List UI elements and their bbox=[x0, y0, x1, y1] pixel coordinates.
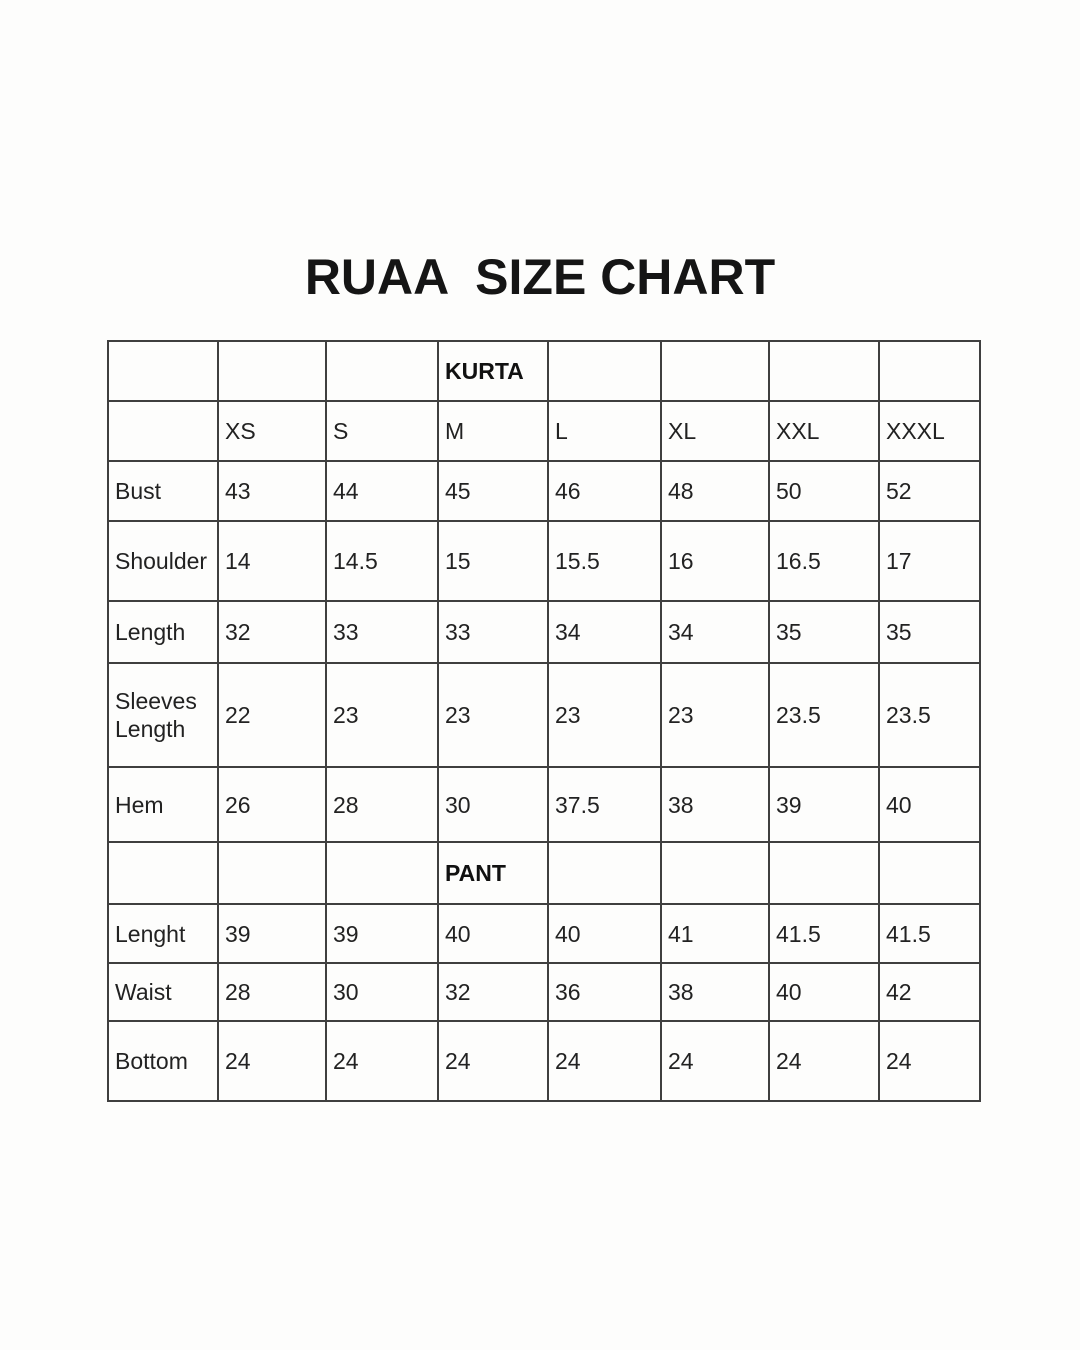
value-cell: 23 bbox=[326, 663, 438, 767]
empty-cell bbox=[769, 341, 879, 401]
empty-cell bbox=[661, 842, 769, 904]
value-cell: 38 bbox=[661, 767, 769, 842]
value-cell: 32 bbox=[438, 963, 548, 1021]
value-cell: 24 bbox=[326, 1021, 438, 1101]
empty-cell bbox=[548, 341, 661, 401]
value-cell: 43 bbox=[218, 461, 326, 521]
value-cell: 37.5 bbox=[548, 767, 661, 842]
row-label-cell: Waist bbox=[108, 963, 218, 1021]
value-cell: 16.5 bbox=[769, 521, 879, 601]
value-cell: 39 bbox=[218, 904, 326, 963]
value-cell: 30 bbox=[326, 963, 438, 1021]
value-cell: 42 bbox=[879, 963, 980, 1021]
value-cell: 34 bbox=[548, 601, 661, 663]
empty-cell bbox=[879, 842, 980, 904]
value-cell: 28 bbox=[218, 963, 326, 1021]
table-row bbox=[108, 904, 980, 963]
row-label-cell: Hem bbox=[108, 767, 218, 842]
value-cell: 39 bbox=[769, 767, 879, 842]
value-cell: 23 bbox=[661, 663, 769, 767]
page-title: RUAA SIZE CHART bbox=[304, 249, 776, 305]
value-cell: 41.5 bbox=[769, 904, 879, 963]
value-cell: 33 bbox=[326, 601, 438, 663]
table-row bbox=[108, 767, 980, 842]
value-cell: 40 bbox=[879, 767, 980, 842]
value-cell: 15 bbox=[438, 521, 548, 601]
value-cell: 24 bbox=[548, 1021, 661, 1101]
value-cell: 41 bbox=[661, 904, 769, 963]
value-cell: 26 bbox=[218, 767, 326, 842]
value-cell: 28 bbox=[326, 767, 438, 842]
value-cell: 40 bbox=[769, 963, 879, 1021]
value-cell: 52 bbox=[879, 461, 980, 521]
table-row bbox=[108, 461, 980, 521]
size-header-cell: L bbox=[548, 401, 661, 461]
value-cell: 40 bbox=[438, 904, 548, 963]
value-cell: 35 bbox=[769, 601, 879, 663]
table-row bbox=[108, 1021, 980, 1101]
value-cell: 22 bbox=[218, 663, 326, 767]
value-cell: 23 bbox=[438, 663, 548, 767]
value-cell: 41.5 bbox=[879, 904, 980, 963]
value-cell: 38 bbox=[661, 963, 769, 1021]
empty-cell bbox=[108, 401, 218, 461]
table-row bbox=[108, 521, 980, 601]
table-row bbox=[108, 842, 980, 904]
empty-cell bbox=[661, 341, 769, 401]
value-cell: 24 bbox=[438, 1021, 548, 1101]
value-cell: 33 bbox=[438, 601, 548, 663]
row-label-cell: Bottom bbox=[108, 1021, 218, 1101]
value-cell: 45 bbox=[438, 461, 548, 521]
value-cell: 32 bbox=[218, 601, 326, 663]
value-cell: 34 bbox=[661, 601, 769, 663]
table-row bbox=[108, 601, 980, 663]
value-cell: 17 bbox=[879, 521, 980, 601]
empty-cell bbox=[879, 341, 980, 401]
value-cell: 23.5 bbox=[769, 663, 879, 767]
empty-cell bbox=[218, 842, 326, 904]
size-header-cell: M bbox=[438, 401, 548, 461]
value-cell: 24 bbox=[879, 1021, 980, 1101]
value-cell: 23.5 bbox=[879, 663, 980, 767]
size-header-cell: XS bbox=[218, 401, 326, 461]
value-cell: 50 bbox=[769, 461, 879, 521]
value-cell: 36 bbox=[548, 963, 661, 1021]
value-cell: 30 bbox=[438, 767, 548, 842]
row-label-cell: Sleeves Length bbox=[108, 663, 218, 767]
value-cell: 24 bbox=[218, 1021, 326, 1101]
size-chart-table bbox=[107, 340, 981, 1102]
row-label-cell: Shoulder bbox=[108, 521, 218, 601]
value-cell: 14.5 bbox=[326, 521, 438, 601]
empty-cell bbox=[769, 842, 879, 904]
value-cell: 39 bbox=[326, 904, 438, 963]
value-cell: 46 bbox=[548, 461, 661, 521]
value-cell: 35 bbox=[879, 601, 980, 663]
size-header-cell: XXL bbox=[769, 401, 879, 461]
size-header-cell: XXXL bbox=[879, 401, 980, 461]
size-header-cell: S bbox=[326, 401, 438, 461]
table-row bbox=[108, 401, 980, 461]
section-header-cell: PANT bbox=[438, 842, 548, 904]
value-cell: 14 bbox=[218, 521, 326, 601]
value-cell: 48 bbox=[661, 461, 769, 521]
empty-cell bbox=[218, 341, 326, 401]
table-row bbox=[108, 963, 980, 1021]
size-chart-table-body bbox=[108, 341, 980, 1101]
value-cell: 15.5 bbox=[548, 521, 661, 601]
empty-cell bbox=[326, 842, 438, 904]
table-row bbox=[108, 663, 980, 767]
size-header-cell: XL bbox=[661, 401, 769, 461]
value-cell: 16 bbox=[661, 521, 769, 601]
empty-cell bbox=[108, 341, 218, 401]
value-cell: 24 bbox=[769, 1021, 879, 1101]
value-cell: 40 bbox=[548, 904, 661, 963]
empty-cell bbox=[108, 842, 218, 904]
table-row bbox=[108, 341, 980, 401]
value-cell: 44 bbox=[326, 461, 438, 521]
value-cell: 23 bbox=[548, 663, 661, 767]
row-label-cell: Lenght bbox=[108, 904, 218, 963]
empty-cell bbox=[548, 842, 661, 904]
row-label-cell: Bust bbox=[108, 461, 218, 521]
section-header-cell: KURTA bbox=[438, 341, 548, 401]
row-label-cell: Length bbox=[108, 601, 218, 663]
empty-cell bbox=[326, 341, 438, 401]
value-cell: 24 bbox=[661, 1021, 769, 1101]
